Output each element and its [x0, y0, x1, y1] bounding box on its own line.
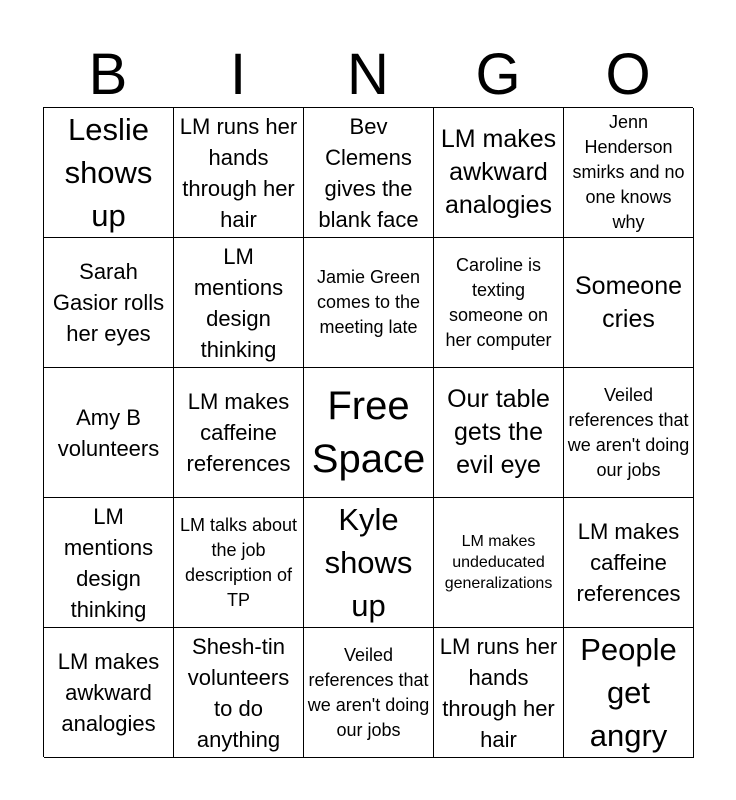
bingo-header [43, 42, 693, 108]
bingo-cell-r2-c3[interactable] [304, 238, 434, 368]
header-letter-i: I [229, 42, 247, 107]
bingo-cell-r1-c2[interactable] [174, 108, 304, 238]
header-letter-n: N [347, 42, 389, 107]
bingo-cell-r3-c1[interactable] [44, 368, 174, 498]
cell-text: Kyle shows up [324, 502, 413, 623]
bingo-cell-r4-c1[interactable] [44, 498, 174, 628]
bingo-grid [43, 107, 693, 757]
cell-text: LM makes undeducated generalizations [444, 533, 553, 592]
cell-text: Someone cries [574, 271, 683, 333]
cell-text: Leslie shows up [64, 112, 153, 233]
cell-text: LM makes awkward analogies [57, 649, 160, 736]
bingo-cell-r1-c3[interactable] [304, 108, 434, 238]
bingo-cell-r4-c4[interactable] [434, 498, 564, 628]
cell-text: LM talks about the job description of TP [179, 514, 298, 610]
cell-text: LM makes caffeine references [186, 389, 291, 476]
cell-text: LM makes caffeine references [576, 519, 681, 606]
cell-text: People get angry [580, 632, 677, 753]
bingo-cell-r5-c3[interactable] [304, 628, 434, 758]
cell-text: Sarah Gasior rolls her eyes [52, 259, 165, 346]
cell-text: Amy B volunteers [57, 404, 160, 461]
bingo-cell-r1-c5[interactable] [564, 108, 694, 238]
cell-text: Caroline is texting someone on her computer [445, 254, 552, 350]
cell-text: Jamie Green comes to the meeting late [316, 267, 421, 337]
bingo-cell-r1-c4[interactable] [434, 108, 564, 238]
bingo-cell-r3-c5[interactable] [564, 368, 694, 498]
bingo-cell-r2-c4[interactable] [434, 238, 564, 368]
cell-text: LM mentions design thinking [193, 243, 284, 362]
cell-text: LM runs her hands through her hair [179, 113, 298, 232]
cell-text: Our table gets the evil eye [447, 385, 550, 479]
bingo-cell-r2-c5[interactable] [564, 238, 694, 368]
cell-text: Veiled references that we aren't doing our jobs [307, 644, 430, 740]
header-letter-b: B [88, 42, 128, 107]
cell-text: Bev Clemens gives the blank face [318, 113, 419, 232]
cell-text: Veiled references that we aren't doing our jobs [567, 384, 690, 480]
bingo-cell-r5-c5[interactable] [564, 628, 694, 758]
bingo-cell-r1-c1[interactable] [44, 108, 174, 238]
header-letter-o: O [605, 42, 651, 107]
bingo-cell-r4-c3[interactable] [304, 498, 434, 628]
bingo-cell-r4-c2[interactable] [174, 498, 304, 628]
bingo-cell-r5-c1[interactable] [44, 628, 174, 758]
bingo-cell-r5-c2[interactable] [174, 628, 304, 758]
bingo-cell-r5-c4[interactable] [434, 628, 564, 758]
cell-text: LM makes awkward analogies [440, 125, 557, 219]
cell-text: Shesh-tin volunteers to do anything [187, 633, 290, 752]
bingo-cell-r2-c1[interactable] [44, 238, 174, 368]
bingo-cell-r2-c2[interactable] [174, 238, 304, 368]
cell-text: LM runs her hands through her hair [439, 633, 558, 752]
cell-text: Free Space [311, 383, 426, 481]
cell-text: Jenn Henderson smirks and no one knows why [572, 112, 685, 232]
bingo-cell-r4-c5[interactable] [564, 498, 694, 628]
header-letter-g: G [475, 42, 521, 107]
cell-text: LM mentions design thinking [63, 503, 154, 622]
bingo-cell-free-space[interactable] [304, 368, 434, 498]
bingo-cell-r3-c4[interactable] [434, 368, 564, 498]
bingo-cell-r3-c2[interactable] [174, 368, 304, 498]
